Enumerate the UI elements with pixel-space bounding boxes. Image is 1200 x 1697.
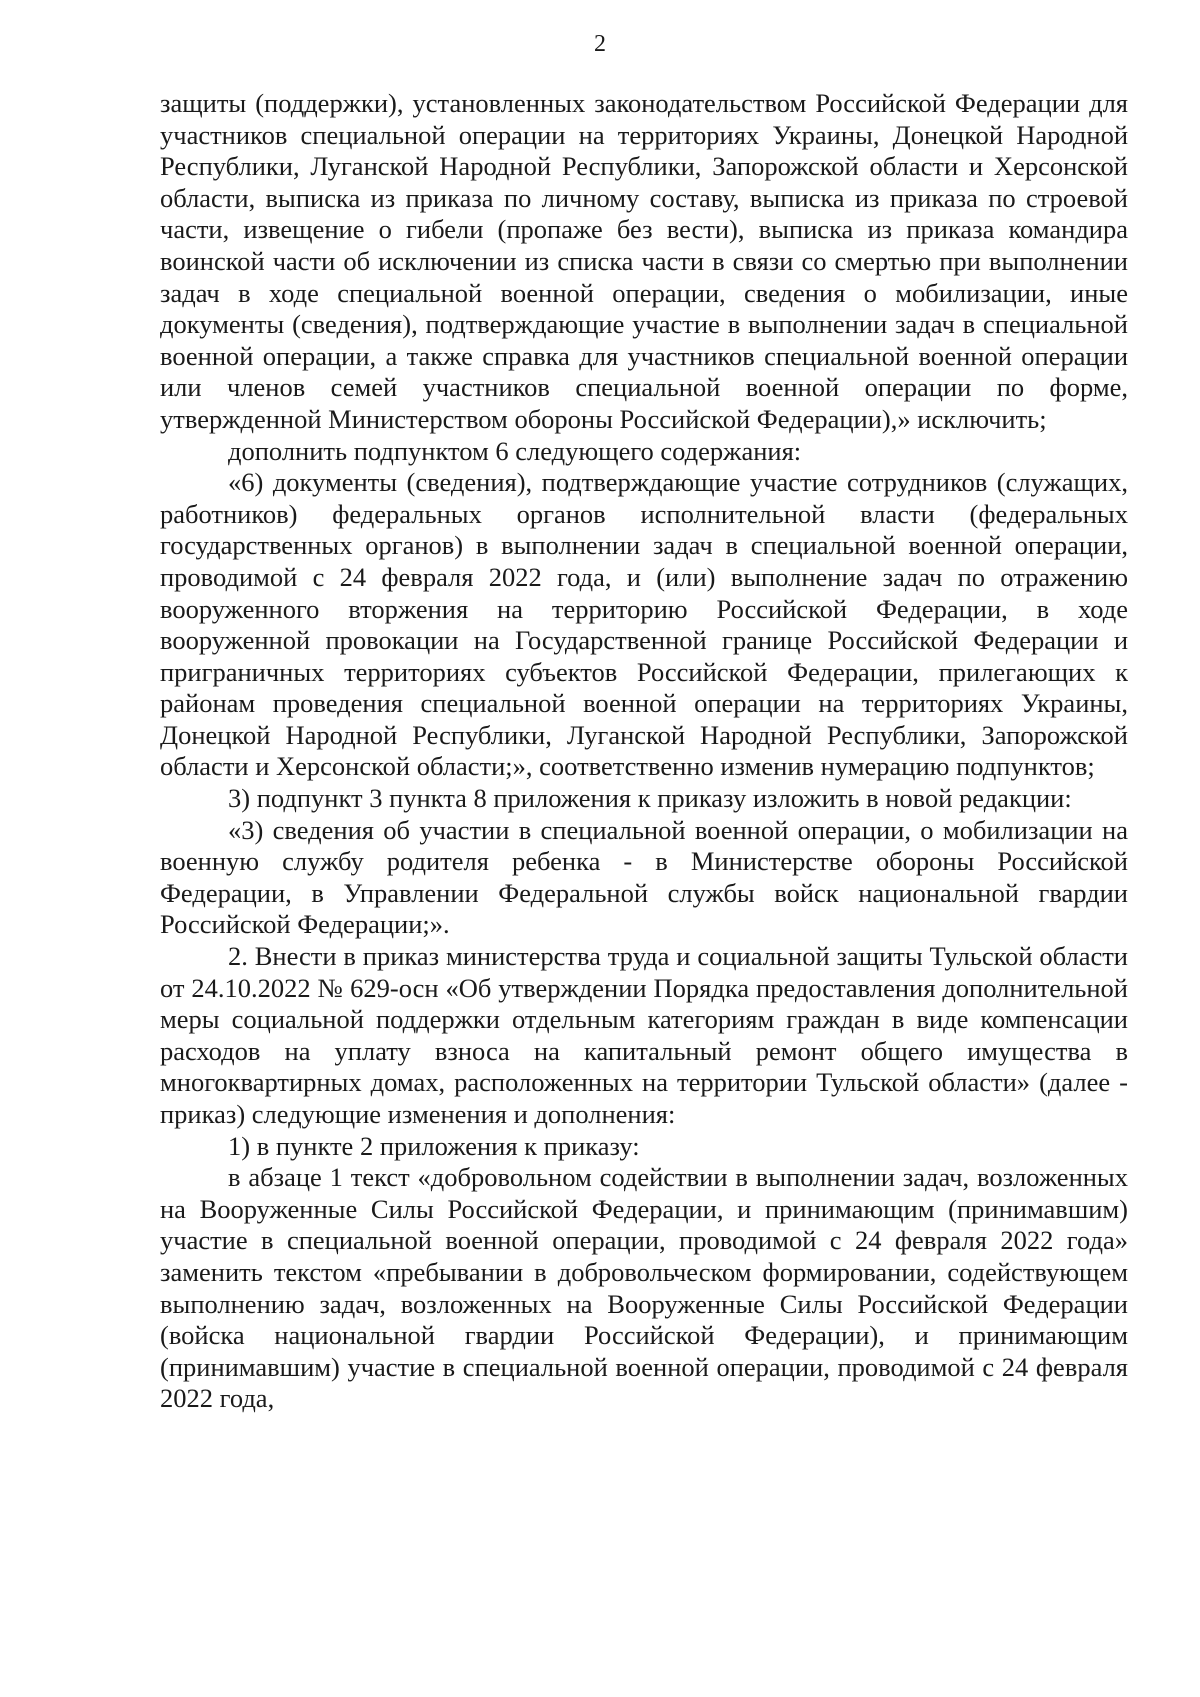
paragraph-item-3-text: «3) сведения об участии в специальной военной операции, о мобилизации на военную службу родителя ребенка - в Министерстве обороны Российской Федерации, в Управлении Федеральной службы войск национальной гвардии Российской Федерации;».: [160, 814, 1128, 940]
paragraph-add-subitem-6: дополнить подпунктом 6 следующего содержания:: [228, 435, 802, 466]
paragraph-subitem-6-text: «6) документы (сведения), подтверждающие участие сотрудников (служащих, работников) федеральных органов исполнительной власти (федеральных государственных органов) в выполнении задач в специальной военной операции, проводимой с 24 февраля 2022 года, и (или) выполнение задач по отражению вооруженного вторжения на территорию Российской Федерации, в ходе вооруженной провокации на Государственной границе Российской Федерации и приграничных территориях субъектов Российской Федерации, прилегающих к районам проведения специальной военной операции на территориях Украины, Донецкой Народной Республики, Луганской Народной Республики, Запорожской области и Херсонской области;», соответственно изменив нумерацию подпунктов;: [160, 467, 1128, 782]
paragraph-section-2: 2. Внести в приказ министерства труда и социальной защиты Тульской области от 24.10.2022 № 629-осн «Об утверждении Порядка предоставления дополнительной меры социальной поддержки отдельным категориям граждан в виде компенсации расходов на уплату взноса на капитальный ремонт общего имущества в многоквартирных домах, расположенных на территории Тульской области» (далее - приказ) следующие изменения и дополнения:: [160, 941, 1128, 1129]
paragraph-section-2-item-1: 1) в пункте 2 приложения к приказу:: [228, 1130, 640, 1161]
page-number: 2: [594, 31, 606, 57]
paragraph-item-3: 3) подпункт 3 пункта 8 приложения к приказу изложить в новой редакции:: [228, 783, 1072, 814]
paragraph-continuation: защиты (поддержки), установленных законодательством Российской Федерации для участников специальной операции на территориях Украины, Донецкой Народной Республики, Луганской Народной Республики, Запорожской области и Херсонской области, выписка из приказа по личному составу, выписка из приказа по строевой части, извещение о гибели (пропаже без вести), выписка из приказа командира воинской части об исключении из списка части в связи со смертью при выполнении задач в ходе специальной военной операции, сведения о мобилизации, иные документы (сведения), подтверждающие участие в выполнении задач в специальной военной операции, а также справка для участников специальной военной операции или членов семей участников специальной военной операции по форме, утвержденной Министерством обороны Российской Федерации),» исключить;: [160, 88, 1128, 434]
document-body: [160, 88, 1128, 1415]
paragraph-abzac-1: в абзаце 1 текст «добровольном содействии в выполнении задач, возложенных на Вооруженные Силы Российской Федерации, и принимающим (принимавшим) участие в специальной военной операции, проводимой с 24 февраля 2022 года» заменить текстом «пребывании в добровольческом формировании, содействующем выполнению задач, возложенных на Вооруженные Силы Российской Федерации (войска национальной гвардии Российской Федерации), и принимающим (принимавшим) участие в специальной военной операции, проводимой с 24 февраля 2022 года,: [160, 1162, 1128, 1414]
